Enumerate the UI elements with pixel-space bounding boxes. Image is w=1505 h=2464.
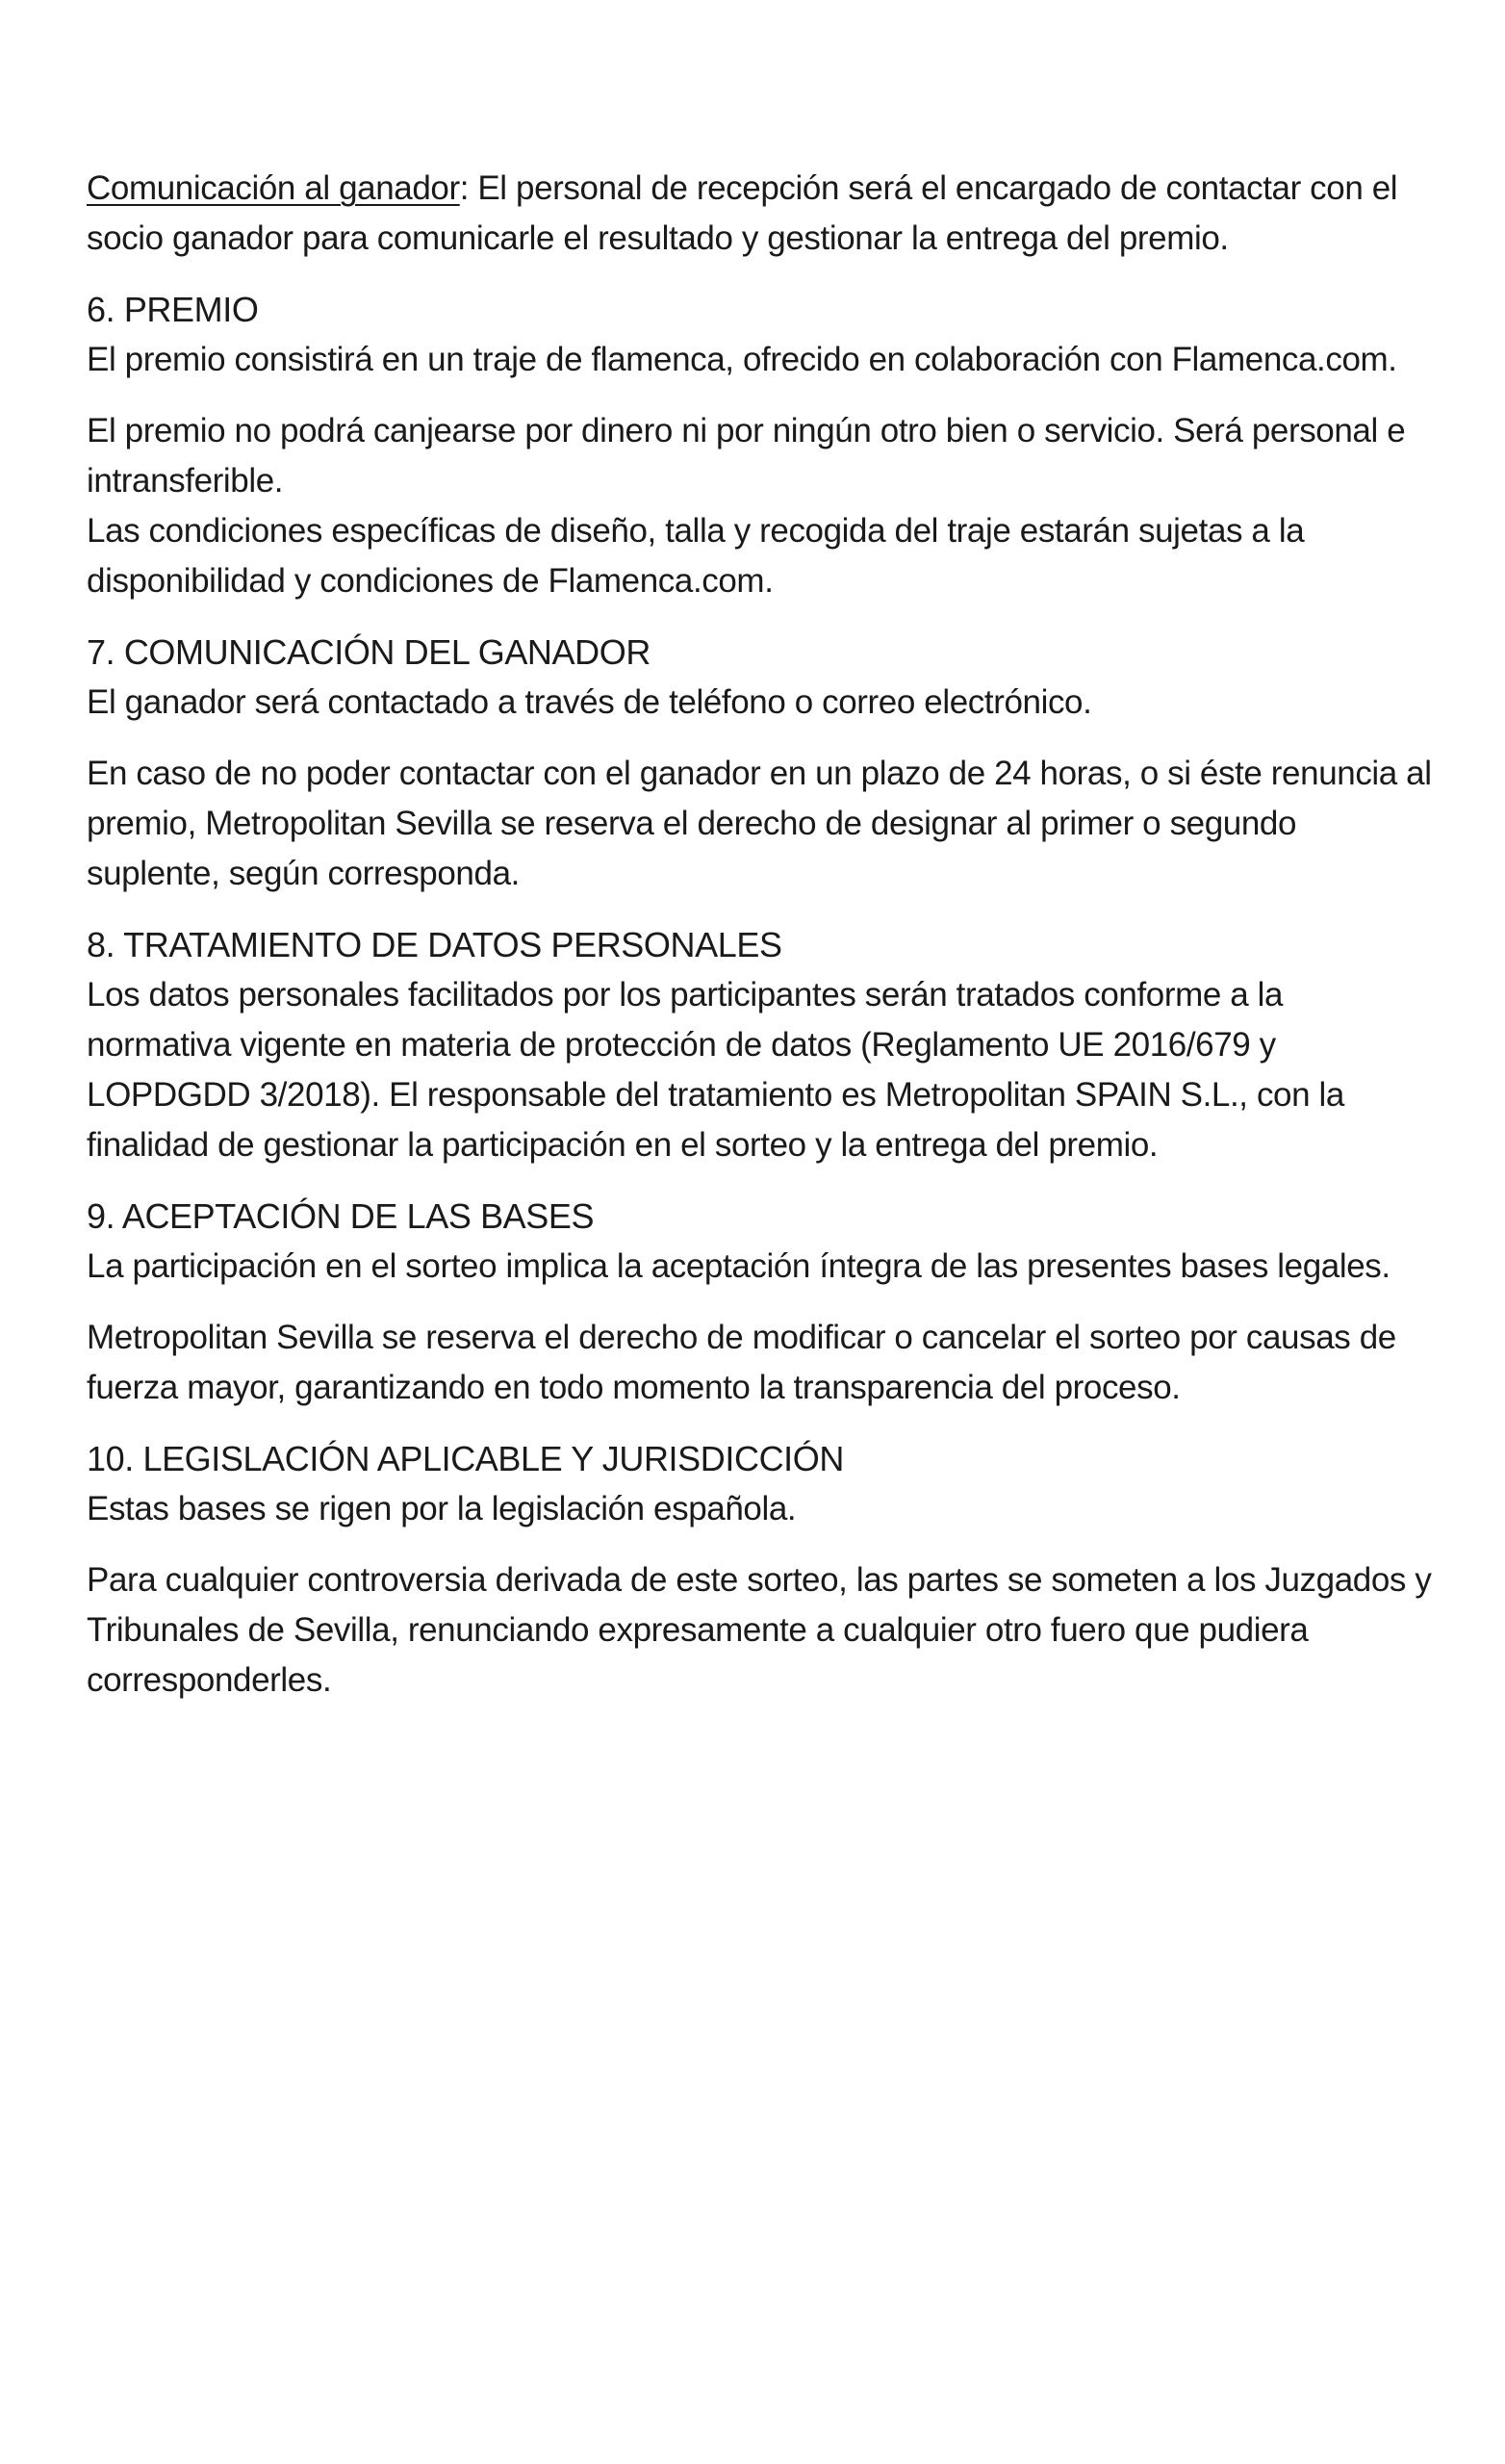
- section-9-title: 9. ACEPTACIÓN DE LAS BASES: [87, 1196, 595, 1236]
- intro-paragraph: [87, 164, 1434, 264]
- section-7-paragraph-2: En caso de no poder contactar con el ganador en un plazo de 24 horas, o si éste renuncia al premio, Metropolitan Sevilla se reserva el derecho de designar al primer o segundo suplente, según corresponda.: [87, 755, 1432, 892]
- section-6-title: 6. PREMIO: [87, 290, 259, 329]
- intro-text: : El personal de recepción será el encargado de contactar con el socio ganador para comunicarle el resultado y gestionar la entrega del premio.: [87, 169, 1398, 257]
- section-6-paragraph-3: Las condiciones específicas de diseño, talla y recogida del traje estarán sujetas a la disponibilidad y condiciones de Flamenca.com.: [87, 512, 1305, 600]
- intro-label: Comunicación al ganador: [87, 169, 460, 207]
- section-10-title: 10. LEGISLACIÓN APLICABLE Y JURISDICCIÓN: [87, 1439, 844, 1478]
- section-10-paragraph-2: Para cualquier controversia derivada de este sorteo, las partes se someten a los Juzgados y Tribunales de Sevilla, renunciando expresamente a cualquier otro fuero que pudiera corresponderles.: [87, 1561, 1432, 1699]
- section-6-paragraph-2: El premio no podrá canjearse por dinero ni por ningún otro bien o servicio. Será personal e intransferible.: [87, 412, 1406, 500]
- section-7-title: 7. COMUNICACIÓN DEL GANADOR: [87, 632, 650, 672]
- section-7-paragraph-1: El ganador será contactado a través de teléfono o correo electrónico.: [87, 683, 1092, 721]
- legal-document: [87, 164, 1434, 1706]
- section-8-paragraph-1: Los datos personales facilitados por los participantes serán tratados conforme a la normativa vigente en materia de protección de datos (Reglamento UE 2016/679 y LOPDGDD 3/2018). El responsable del tratamiento es Metropolitan SPAIN S.L., con la finalidad de gestionar la participación en el sorteo y la entrega del premio.: [87, 976, 1344, 1164]
- section-9-paragraph-2: Metropolitan Sevilla se reserva el derecho de modificar o cancelar el sorteo por causas de fuerza mayor, garantizando en todo momento la transparencia del proceso.: [87, 1319, 1396, 1406]
- section-10-paragraph-1: Estas bases se rigen por la legislación española.: [87, 1490, 797, 1527]
- section-6-paragraph-1: El premio consistirá en un traje de flamenca, ofrecido en colaboración con Flamenca.com.: [87, 341, 1397, 378]
- section-9-paragraph-1: La participación en el sorteo implica la aceptación íntegra de las presentes bases legales.: [87, 1247, 1390, 1285]
- section-8-title: 8. TRATAMIENTO DE DATOS PERSONALES: [87, 925, 782, 964]
